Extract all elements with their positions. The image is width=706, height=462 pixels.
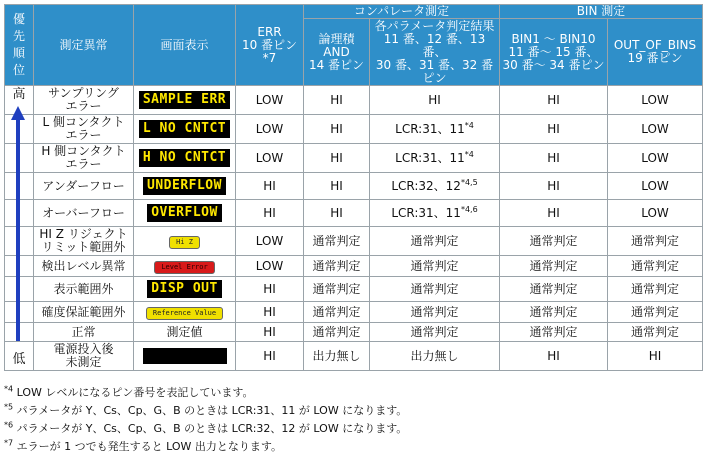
param-cell <box>370 342 500 371</box>
lcd-display: DISP OUT <box>147 280 222 298</box>
err-header-line: *7 <box>262 50 277 65</box>
anomaly-line: リミット範囲外 <box>41 240 126 254</box>
and-cell: HI <box>304 200 370 227</box>
anomaly-line: L 側コンタクト <box>42 115 125 129</box>
param-value: 通常判定 <box>410 233 459 248</box>
arrow-shaft <box>16 119 20 341</box>
table-row <box>5 323 703 342</box>
anomaly-cell <box>34 302 134 323</box>
err-cell: HI <box>236 323 304 342</box>
display-cell <box>134 200 236 227</box>
and-cell: 通常判定 <box>304 277 370 302</box>
anomaly-line: 確度保証範囲外 <box>41 304 126 319</box>
param-cell <box>370 323 500 342</box>
anomaly-cell <box>34 115 134 144</box>
footnote-mark: *5 <box>4 402 14 412</box>
and-cell: HI <box>304 86 370 115</box>
bin-cell: 通常判定 <box>500 302 608 323</box>
oob-cell: 通常判定 <box>608 323 703 342</box>
param-cell <box>370 86 500 115</box>
anomaly-cell <box>34 144 134 173</box>
display-cell <box>134 323 236 342</box>
and-cell: 通常判定 <box>304 227 370 256</box>
yellow-indicator: Reference Value <box>146 307 223 320</box>
priority-arrow <box>9 104 27 344</box>
footnote-ref: *4 <box>464 120 474 130</box>
anomaly-line: 正常 <box>71 324 96 339</box>
lcd-display: SAMPLE ERR <box>139 91 230 109</box>
bin-cell: HI <box>500 86 608 115</box>
oob-cell: 通常判定 <box>608 256 703 277</box>
footnote <box>4 384 407 402</box>
footnote-ref: *4 <box>464 149 474 159</box>
header-comp-param <box>370 19 500 86</box>
red-indicator: Level Error <box>154 261 214 274</box>
header-out-of-bins <box>608 19 703 86</box>
footnote-mark: *6 <box>4 420 14 430</box>
footnote-text: LOW レベルになるピン番号を表記しています。 <box>13 386 254 399</box>
oob-cell: LOW <box>608 115 703 144</box>
param-value: 通常判定 <box>410 258 459 273</box>
priority-high-label: 高 <box>5 86 34 115</box>
table-row <box>5 200 703 227</box>
oob-cell: LOW <box>608 86 703 115</box>
and-cell: HI <box>304 173 370 200</box>
footnote-text: パラメータが Y、Cs、Cp、G、B のときは LCR:31、11 が LOW になります。 <box>13 404 408 417</box>
err-cell: HI <box>236 277 304 302</box>
err-cell: HI <box>236 342 304 371</box>
table-body <box>5 86 703 371</box>
anomaly-cell <box>34 200 134 227</box>
bin-cell: HI <box>500 144 608 173</box>
display-cell <box>134 302 236 323</box>
param-cell <box>370 200 500 227</box>
yellow-indicator: Hi Z <box>169 236 200 249</box>
bin-cell: 通常判定 <box>500 227 608 256</box>
anomaly-line: エラー <box>65 128 102 142</box>
err-cell: LOW <box>236 115 304 144</box>
oob-cell: LOW <box>608 173 703 200</box>
err-header-line: 10 番ピン <box>241 37 298 52</box>
param-cell <box>370 302 500 323</box>
anomaly-line: オーバーフロー <box>42 205 125 220</box>
err-cell: HI <box>236 173 304 200</box>
bin-cell: HI <box>500 200 608 227</box>
lcd-display: H NO CNTCT <box>139 149 230 167</box>
err-cell: HI <box>236 200 304 227</box>
output-spec-table <box>4 4 703 371</box>
param-value: 通常判定 <box>410 304 459 319</box>
header-comp-and <box>304 19 370 86</box>
anomaly-cell <box>34 173 134 200</box>
anomaly-line: 未測定 <box>65 355 102 369</box>
anomaly-cell <box>34 342 134 371</box>
footnote-ref: *4,6 <box>460 204 478 214</box>
and-cell: HI <box>304 115 370 144</box>
param-value: HI <box>428 92 441 107</box>
bin-cell: HI <box>500 173 608 200</box>
anomaly-cell <box>34 256 134 277</box>
table-row <box>5 115 703 144</box>
display-cell <box>134 227 236 256</box>
param-value: 通常判定 <box>410 324 459 339</box>
param-value: LCR:31、11 <box>395 150 465 165</box>
and-header-line: 論理積 <box>318 31 355 46</box>
oob-cell: HI <box>608 342 703 371</box>
param-cell <box>370 144 500 173</box>
bin-header-line: BIN1 ～ BIN10 <box>511 31 596 46</box>
header-bin-group: BIN 測定 <box>500 5 703 19</box>
bin-cell: 通常判定 <box>500 323 608 342</box>
err-cell: HI <box>236 302 304 323</box>
table-row <box>5 144 703 173</box>
arrow-head <box>11 106 25 120</box>
bin-cell: 通常判定 <box>500 256 608 277</box>
anomaly-line: エラー <box>65 99 102 113</box>
param-value: 通常判定 <box>410 281 459 296</box>
header-err <box>236 5 304 86</box>
oob-cell: LOW <box>608 200 703 227</box>
table-row <box>5 302 703 323</box>
bin-cell: HI <box>500 115 608 144</box>
footnote <box>4 402 407 420</box>
param-value: 出力無し <box>410 348 459 363</box>
table-row <box>5 86 703 115</box>
display-text: 測定値 <box>166 324 203 339</box>
footnote-mark: *7 <box>4 438 14 448</box>
display-cell <box>134 144 236 173</box>
lcd-display: L NO CNTCT <box>139 120 230 138</box>
anomaly-line: 電源投入後 <box>53 342 114 356</box>
and-cell: 出力無し <box>304 342 370 371</box>
footnote-mark: *4 <box>4 384 14 394</box>
err-cell: LOW <box>236 227 304 256</box>
priority-header-char: 位 <box>12 63 25 77</box>
param-header-line: 各パラメータ判定結果 <box>374 18 495 33</box>
param-cell <box>370 115 500 144</box>
oob-cell: 通常判定 <box>608 227 703 256</box>
err-cell: LOW <box>236 144 304 173</box>
and-cell: 通常判定 <box>304 302 370 323</box>
err-cell: LOW <box>236 256 304 277</box>
and-cell: HI <box>304 144 370 173</box>
param-cell <box>370 173 500 200</box>
param-header-line: 11 番、12 番、13 番、 <box>383 31 486 59</box>
anomaly-line: サンプリング <box>48 86 119 100</box>
header-comparator-group: コンパレータ測定 <box>304 5 500 19</box>
display-cell <box>134 115 236 144</box>
bin-header-line: 30 番～ 34 番ピン <box>502 57 605 72</box>
display-cell <box>134 173 236 200</box>
anomaly-line: HI Z リジェクト <box>39 227 128 241</box>
priority-header-char: 順 <box>12 46 25 60</box>
err-cell: LOW <box>236 86 304 115</box>
and-cell: 通常判定 <box>304 256 370 277</box>
oob-cell: 通常判定 <box>608 277 703 302</box>
oob-header-line: 19 番ピン <box>627 51 683 66</box>
oob-cell: 通常判定 <box>608 302 703 323</box>
footnote-text: パラメータが Y、Cs、Cp、G、B のときは LCR:32、12 が LOW になります。 <box>13 422 408 435</box>
footnote-ref: *4,5 <box>460 177 478 187</box>
table-row <box>5 227 703 256</box>
priority-low-label: 低 <box>5 342 34 371</box>
param-header-line: ピン <box>422 70 447 85</box>
priority-header-char: 先 <box>12 29 25 43</box>
display-cell <box>134 342 236 371</box>
table-row <box>5 342 703 371</box>
param-value: LCR:32、12 <box>391 178 461 193</box>
footnote-text: エラーが 1 つでも発生すると LOW 出力となります。 <box>13 440 282 453</box>
header-priority <box>5 5 34 86</box>
param-cell <box>370 256 500 277</box>
oob-cell: LOW <box>608 144 703 173</box>
priority-header-char: 優 <box>12 12 25 26</box>
lcd-display: OVERFLOW <box>147 204 222 222</box>
lcd-display: UNDERFLOW <box>143 177 226 195</box>
header-anomaly: 測定異常 <box>34 5 134 86</box>
display-cell <box>134 277 236 302</box>
anomaly-cell <box>34 86 134 115</box>
anomaly-cell <box>34 277 134 302</box>
anomaly-cell <box>34 227 134 256</box>
anomaly-line: アンダーフロー <box>42 178 125 193</box>
and-header-line: 14 番ピン <box>308 57 365 72</box>
table-row <box>5 173 703 200</box>
anomaly-line: エラー <box>65 157 102 171</box>
param-value: LCR:31、11 <box>395 121 465 136</box>
footnotes <box>4 384 407 456</box>
header-bin1-10 <box>500 19 608 86</box>
blank-display <box>143 348 227 364</box>
oob-header-line: OUT_OF_BINS <box>613 38 697 53</box>
display-cell <box>134 256 236 277</box>
priority-header-text <box>5 11 33 79</box>
anomaly-cell <box>34 323 134 342</box>
anomaly-line: H 側コンタクト <box>41 144 126 158</box>
header-display: 画面表示 <box>134 5 236 86</box>
param-header-line: 30 番、31 番、32 番 <box>375 57 494 72</box>
anomaly-line: 検出レベル異常 <box>41 258 126 273</box>
param-cell <box>370 277 500 302</box>
anomaly-line: 表示範囲外 <box>53 281 114 296</box>
table-row <box>5 256 703 277</box>
display-cell <box>134 86 236 115</box>
param-cell <box>370 227 500 256</box>
footnote <box>4 420 407 438</box>
err-header-line: ERR <box>257 24 282 39</box>
table-row <box>5 277 703 302</box>
and-cell: 通常判定 <box>304 323 370 342</box>
and-header-line: AND <box>323 44 350 59</box>
param-value: LCR:31、11 <box>391 205 461 220</box>
footnote <box>4 438 407 456</box>
bin-cell: 通常判定 <box>500 277 608 302</box>
bin-header-line: 11 番～ 15 番、 <box>508 44 599 59</box>
bin-cell: HI <box>500 342 608 371</box>
